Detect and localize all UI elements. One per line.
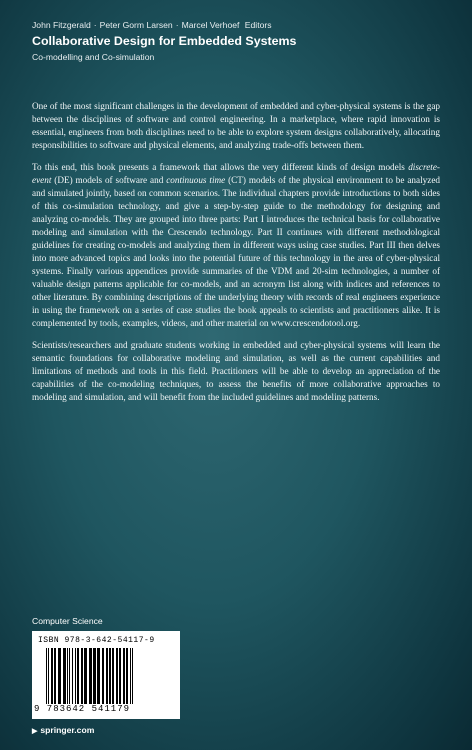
subject-category: Computer Science <box>32 616 103 626</box>
barcode-bar <box>51 648 53 704</box>
barcode-bar <box>116 648 118 704</box>
barcode-bar <box>46 648 47 704</box>
barcode-bar <box>72 648 73 704</box>
barcode-bar <box>75 648 76 704</box>
triangle-right-icon: ▶ <box>32 728 38 735</box>
barcode-bar <box>102 648 104 704</box>
barcode-bar <box>69 648 70 704</box>
text-run: (CT) models of the physical environment to be analyzed and simulated jointly, based on common scenarios. The individual chapters provide introductions to both sides of this co-simulation technology, and give a step-by-step guide to the methodology for designing and analyzing co-models. They are grouped into three parts: Part I introduces the technical basis for collaborative modeling and simulation with the Crescendo technology. Part II continues with different methodological guidelines for creating co-models and analyzing them in different ways using case studies. Part III then delves into more advanced topics and looks into the potential future of this technology in the area of cyber-physical systems. Finally various appendices provide summaries of the VDM and 20-sim technologies, a number of valuable design patterns applicable for co-models, and an acronym list along with indices and references to other literature. By combining descriptions of the underlying theory with records of real engineers experience in using the framework on a series of case studies the book appeals to scientists and practitioners alike. It is complemented by tools, examples, videos, and other material on www.crescendotool.org. <box>32 175 441 328</box>
barcode-bar <box>58 648 61 704</box>
barcode-bar <box>130 648 131 704</box>
barcode-bar <box>77 648 79 704</box>
blurb-text <box>32 100 440 413</box>
author-separator: · <box>175 20 179 30</box>
author-separator: · <box>93 20 97 30</box>
book-subtitle: Co-modelling and Co-simulation <box>32 52 155 62</box>
isbn-number: ISBN 978-3-642-54117-9 <box>38 636 155 645</box>
emphasis-text: discrete-event <box>32 162 440 185</box>
barcode-bar <box>112 648 114 704</box>
barcode-bar <box>123 648 125 704</box>
author-name: John Fitzgerald <box>32 20 91 30</box>
cover-header <box>32 20 452 62</box>
text-run: (DE) models of software and <box>51 175 167 185</box>
barcode-digits: 9 783642 541179 <box>34 704 131 714</box>
publisher-url: springer.com <box>40 725 95 735</box>
barcode-bar <box>119 648 121 704</box>
authors-line <box>32 20 452 30</box>
barcode-bar <box>109 648 111 704</box>
barcode-bar <box>63 648 66 704</box>
author-name: Marcel Verhoef <box>181 20 240 30</box>
publisher-link[interactable] <box>32 725 180 735</box>
barcode-bar <box>132 648 133 704</box>
barcode-bar <box>97 648 100 704</box>
text-run: To this end, this book presents a framework that allows the very different kinds of design models <box>32 162 409 172</box>
blurb-paragraph <box>32 161 440 330</box>
barcode-bar <box>67 648 68 704</box>
barcode-bars <box>46 648 168 704</box>
barcode-bar <box>106 648 108 704</box>
barcode-bar <box>89 648 92 704</box>
barcode-bar <box>84 648 87 704</box>
emphasis-text: continuous time <box>166 175 226 185</box>
barcode-bar <box>126 648 128 704</box>
book-title: Collaborative Design for Embedded Systems <box>32 34 297 48</box>
barcode-bar <box>93 648 96 704</box>
barcode-bar <box>54 648 56 704</box>
barcode-bar <box>81 648 83 704</box>
editors-label: Editors <box>244 20 272 30</box>
blurb-paragraph: One of the most significant challenges in the development of embedded and cyber-physical systems is the gap between the disciplines of software and control engineering. In a marketplace, where rapid innovation is essential, engineers from both disciplines need to be able to explore system designs collaboratively, allocating responsibilities to software and physical elements, and analyzing trade-offs between them. <box>32 101 440 150</box>
isbn-barcode <box>32 631 180 719</box>
author-name: Peter Gorm Larsen <box>99 20 173 30</box>
barcode-bar <box>48 648 49 704</box>
blurb-paragraph: Scientists/researchers and graduate students working in embedded and cyber-physical systems will learn the semantic foundations for collaborative modeling and simulation, as well as the current capabilities and limitations of methods and tools in this field. Practitioners will be able to develop an appreciation of the capabilities of the co-modeling techniques, to assess the benefits of more collaborative approaches to modeling and simulation, and will benefit from the included guidelines and modeling patterns. <box>32 340 440 402</box>
cover-footer <box>32 616 180 735</box>
